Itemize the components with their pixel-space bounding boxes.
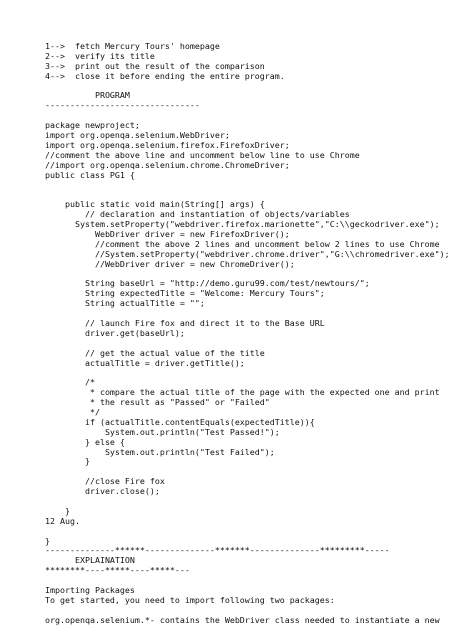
text-line: //comment the above 2 lines and uncomment below 2 lines to use Chrome — [45, 238, 440, 249]
text-line: * the result as "Passed" or "Failed" — [45, 397, 270, 408]
text-line: //System.setProperty("webdriver.chrome.driver","G:\\chromedriver.exe"); — [45, 248, 450, 259]
text-line: } — [45, 535, 50, 546]
text-line: package newproject; — [45, 120, 140, 131]
text-line: Importing Packages — [45, 584, 135, 595]
text-line: 12 Aug. — [45, 515, 80, 526]
text-line: driver.get(baseUrl); — [45, 327, 185, 338]
text-line: import org.openqa.selenium.WebDriver; — [45, 130, 230, 141]
text-line: // launch Fire fox and direct it to the Base URL — [45, 317, 325, 328]
text-line: actualTitle = driver.getTitle(); — [45, 357, 245, 368]
text-line: ------------------------------- — [45, 100, 200, 111]
text-line: WebDriver driver = new FirefoxDriver(); — [45, 228, 290, 239]
text-line: EXPLAINATION — [45, 555, 135, 566]
text-line: //comment the above line and uncomment below line to use Chrome — [45, 149, 360, 160]
text-line: if (actualTitle.contentEquals(expectedTitle)){ — [45, 416, 315, 427]
text-line: System.out.println("Test Passed!"); — [45, 426, 280, 437]
text-line: public static void main(String[] args) { — [45, 199, 265, 210]
text-line: //import org.openqa.selenium.chrome.ChromeDriver; — [45, 159, 290, 170]
text-line: String expectedTitle = "Welcome: Mercury Tours"; — [45, 288, 325, 299]
text-line — [45, 368, 450, 378]
text-line: 2--> verify its title — [45, 50, 155, 61]
text-line: } — [45, 456, 90, 467]
text-line: driver.close(); — [45, 486, 160, 497]
text-line: import org.openqa.selenium.firefox.FirefoxDriver; — [45, 139, 290, 150]
text-line: //close Fire fox — [45, 476, 165, 487]
text-line: String baseUrl = "http://demo.guru99.com/test/newtours/"; — [45, 278, 370, 289]
text-line: ********----*****----*****--- — [45, 565, 190, 576]
text-line — [45, 180, 450, 190]
text-line: org.openqa.selenium.*- contains the WebDriver class needed to instantiate a new — [45, 614, 440, 625]
text-line: System.out.println("Test Failed"); — [45, 446, 275, 457]
text-line: } — [45, 505, 70, 516]
text-line — [45, 527, 450, 537]
text-line: PROGRAM — [45, 90, 130, 101]
text-line: 4--> close it before ending the entire program. — [45, 70, 285, 81]
text-line: */ — [45, 406, 100, 417]
text-line: String actualTitle = ""; — [45, 298, 205, 309]
text-line: 1--> fetch Mercury Tours' homepage — [45, 41, 220, 51]
document-text — [45, 42, 450, 626]
text-line: To get started, you need to import following two packages: — [45, 594, 335, 605]
text-line: } else { — [45, 436, 125, 447]
text-line — [45, 497, 450, 507]
text-line: public class PG1 { — [45, 169, 135, 180]
text-line: --------------******--------------*******--------------*********----- — [45, 545, 390, 556]
text-line: // get the actual value of the title — [45, 347, 265, 358]
text-line: * compare the actual title of the page with the expected one and print — [45, 387, 440, 398]
text-line: /* — [45, 377, 95, 388]
text-line: // declaration and instantiation of objects/variables — [45, 209, 350, 220]
text-line: System.setProperty("webdriver.firefox.marionette","C:\\geckodriver.exe"); — [45, 219, 440, 230]
text-line: //WebDriver driver = new ChromeDriver(); — [45, 258, 295, 269]
text-line: 3--> print out the result of the comparison — [45, 60, 265, 71]
